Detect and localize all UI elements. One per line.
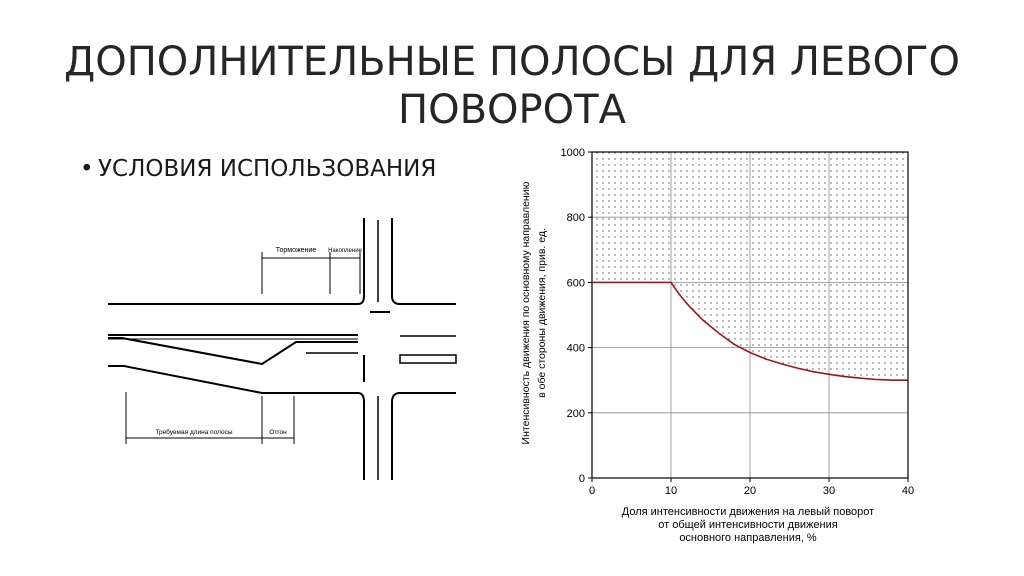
chart-xtick-label: 40 <box>901 485 915 497</box>
label-lane-length: Требуемая длина полосы <box>155 429 233 436</box>
chart-ytick-label: 600 <box>566 277 585 290</box>
slide-title-line2: ПОВОРОТА <box>398 87 626 133</box>
chart-xtick-label: 30 <box>822 485 836 497</box>
chart-xlabel-line3: основного направления, % <box>679 532 817 544</box>
label-accumulation: Накопление <box>328 248 362 254</box>
slide-title-line1: ДОПОЛНИТЕЛЬНЫЕ ПОЛОСЫ ДЛЯ ЛЕВОГО <box>63 39 960 85</box>
label-braking: Торможение <box>275 247 317 254</box>
chart-ytick-label: 1000 <box>560 147 585 159</box>
bullet-text: УСЛОВИЯ ИСПОЛЬЗОВАНИЯ <box>98 156 437 182</box>
chart-xlabel-line1: Доля интенсивности движения на левый поворот <box>621 506 875 518</box>
label-taper: Отгон <box>269 429 287 436</box>
chart-ytick-label: 0 <box>578 473 585 485</box>
chart-xtick-label: 10 <box>664 485 678 497</box>
chart-ytick-label: 400 <box>566 342 585 355</box>
bullet-marker: • <box>80 156 94 182</box>
chart-ytick-label: 200 <box>566 407 585 420</box>
chart-ylabel-line1: Интенсивность движения по основному направлению <box>520 181 532 445</box>
chart-ytick-label: 800 <box>566 212 585 225</box>
chart-xtick-label: 20 <box>743 485 757 497</box>
chart-xtick-label: 0 <box>588 485 596 497</box>
chart-xlabel-line2: от общей интенсивности движения <box>658 519 838 531</box>
chart-ylabel-line2: в обе стороны движения, прив. ед. <box>536 228 548 398</box>
